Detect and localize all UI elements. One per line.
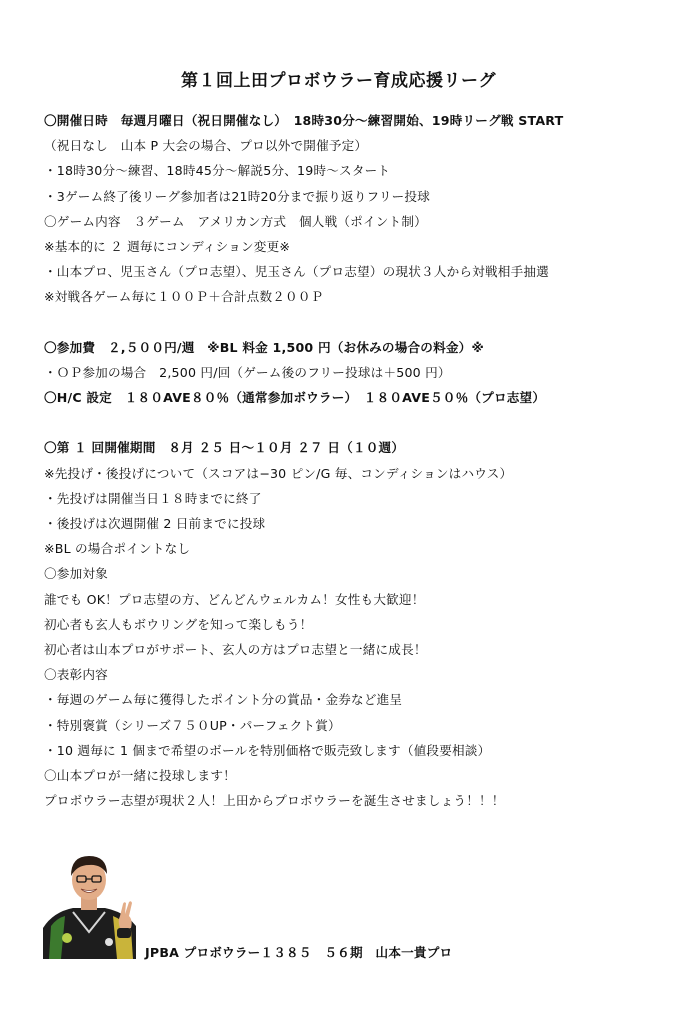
text-line-enjoy: 初心者も玄人もボウリングを知って楽しもう！ bbox=[44, 616, 313, 632]
text-line-bl-no-points: ※BL の場合ポイントなし bbox=[44, 541, 191, 557]
text-line-weekly-prizes: ・毎週のゲーム毎に獲得したポイント分の賞品・金券など進呈 bbox=[44, 692, 403, 708]
text-line-fee: 〇参加費 ２,５００円/週 ※BL 料金 1,500 円（お休みの場合の料金）※ bbox=[44, 339, 484, 355]
text-line-support: 初心者は山本プロがサポート、玄人の方はプロ志望と一緒に成長！ bbox=[44, 641, 427, 657]
text-line-free-practice: ・3ゲーム終了後リーグ参加者は21時20分まで振り返りフリー投球 bbox=[44, 188, 430, 204]
text-line-handicap: 〇H/C 設定 １８０AVE８０％（通常参加ボウラー） １８０AVE５０％（プロ志望） bbox=[44, 390, 546, 406]
text-line-holiday-note: （祝日なし 山本 P 大会の場合、プロ以外で開催予定） bbox=[44, 138, 368, 154]
flyer-title: 第１回上田プロボウラー育成応援リーグ bbox=[181, 71, 496, 91]
pro-bowler-photo bbox=[43, 846, 136, 959]
text-line-opponents: ・山本プロ、児玉さん（プロ志望）、児玉さん（プロ志望）の現状３人から対戦相手抽選 bbox=[44, 264, 549, 280]
text-line-game-content: 〇ゲーム内容 ３ゲーム アメリカン方式 個人戦（ポイント制） bbox=[44, 213, 427, 229]
signature-line: JPBA プロボウラー１３８５ ５６期 山本一貴プロ bbox=[145, 945, 453, 960]
text-line-special-award: ・特別褒賞（シリーズ７５０UP・パーフェクト賞） bbox=[44, 717, 341, 733]
text-line-welcome: 誰でも OK！プロ志望の方、どんどんウェルカム！女性も大歓迎！ bbox=[44, 591, 425, 607]
text-line-op-fee: ・ＯＰ参加の場合 2,500 円/回（ゲーム後のフリー投球は＋500 円） bbox=[44, 364, 451, 380]
text-line-awards-heading: 〇表彰内容 bbox=[44, 667, 108, 683]
text-line-condition-change: ※基本的に ２ 週毎にコンディション変更※ bbox=[44, 238, 291, 254]
blank-line bbox=[44, 310, 664, 335]
text-line-pre-post-play: ※先投げ・後投げについて（スコアは−30 ピン/G 毎、コンディションはハウス） bbox=[44, 465, 513, 481]
text-line-period: 〇第 １ 回開催期間 ８月 ２５ 日～１０月 ２７ 日（１０週） bbox=[44, 440, 405, 456]
text-line-post-play: ・後投げは次週開催 2 日前までに投球 bbox=[44, 516, 266, 531]
text-line-pro-bowls: 〇山本プロが一緒に投球します！ bbox=[44, 767, 236, 783]
text-line-closing: プロボウラー志望が現状２人！上田からプロボウラーを誕生させましょう！！！ bbox=[44, 793, 505, 809]
text-line-points: ※対戦各ゲーム毎に１００Ｐ＋合計点数２００Ｐ bbox=[44, 289, 324, 305]
text-line-timetable: ・18時30分～練習、18時45分～解説5分、19時～スタート bbox=[44, 163, 391, 179]
pro-bowler-illustration bbox=[43, 846, 136, 959]
flyer-body bbox=[44, 108, 664, 813]
text-line-schedule: 〇開催日時 毎週月曜日（祝日開催なし） 18時30分～練習開始、19時リーグ戦 START bbox=[44, 113, 564, 128]
text-line-ball-sale: ・10 週毎に 1 個まで希望のボールを特別価格で販売致します（値段要相談） bbox=[44, 742, 491, 758]
text-line-eligibility-heading: 〇参加対象 bbox=[44, 566, 108, 582]
blank-line bbox=[44, 410, 664, 435]
text-line-pre-play: ・先投げは開催当日１８時までに終了 bbox=[44, 490, 262, 506]
